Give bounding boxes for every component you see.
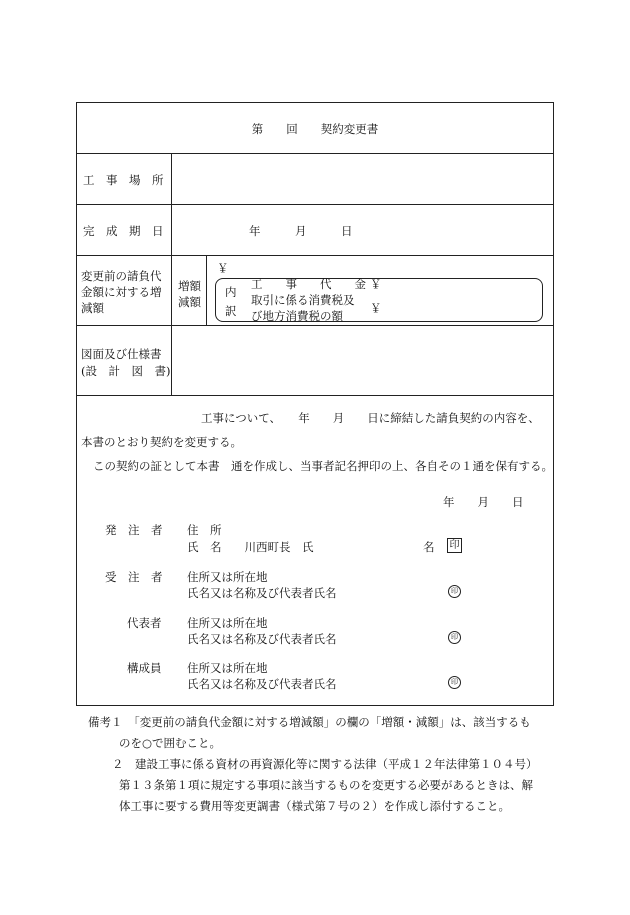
note2-line3: 体工事に要する費用等変更調書（様式第７号の２）を作成し添付すること。 <box>119 799 510 813</box>
member-seal: 印 <box>448 676 461 689</box>
orderer-label: 発 注 者 <box>105 523 163 537</box>
tax-label-line1: 取引に係る消費税及 <box>251 293 355 307</box>
site-row <box>77 154 553 205</box>
body-line3: この契約の証として本書 通を作成し、当事者記名押印の上、各自その１通を保有する。 <box>93 459 553 473</box>
tax-yen: ￥ <box>370 301 382 315</box>
drawings-label-line2: (設 計 図 書) <box>81 364 171 378</box>
contractor-name-label: 氏名又は名称及び代表者氏名 <box>187 586 337 600</box>
contractor-address-label: 住所又は所在地 <box>187 570 268 584</box>
contract-change-form <box>76 102 554 706</box>
remarks <box>88 712 558 817</box>
contractor-label: 受 注 者 <box>105 570 163 584</box>
site-label: 工 事 場 所 <box>83 173 164 187</box>
deadline-row <box>77 205 553 256</box>
increase-label[interactable]: 増額 <box>178 279 201 293</box>
body-line1: 工事について、 年 月 日に締結した請負契約の内容を、 <box>201 411 540 425</box>
representative-label: 代表者 <box>127 616 162 630</box>
amount-change-row <box>77 256 553 326</box>
construction-cost-label: 工 事 代 金 <box>251 277 366 291</box>
tax-label-line2: び地方消費税の額 <box>251 309 343 323</box>
yen-total: ￥ <box>217 261 229 275</box>
note2-line2: 第１３条第１項に規定する事項に該当するものを変更する必要があるときは、解 <box>119 778 533 792</box>
drawings-row <box>77 326 553 396</box>
decrease-label[interactable]: 減額 <box>178 295 201 309</box>
orderer-address-label: 住 所 <box>187 523 222 537</box>
deadline-value: 年 月 日 <box>249 224 353 238</box>
construction-cost-yen: ￥ <box>370 277 382 291</box>
deadline-label: 完 成 期 日 <box>83 224 164 238</box>
inc-dec-divider <box>206 256 207 326</box>
representative-seal: 印 <box>448 631 461 644</box>
change-label-line3: 減額 <box>81 301 104 315</box>
representative-name-label: 氏名又は名称及び代表者氏名 <box>187 632 337 646</box>
representative-address-label: 住所又は所在地 <box>187 616 268 630</box>
orderer-name: 氏 名 川西町長 氏 <box>187 540 314 554</box>
member-name-label: 氏名又は名称及び代表者氏名 <box>187 677 337 691</box>
signing-date: 年 月 日 <box>443 495 524 509</box>
note1-line1: 備考１ 「変更前の請負代金額に対する増減額」の欄の「増額・減額」は、該当するも <box>88 715 531 729</box>
member-label: 構成員 <box>127 661 162 675</box>
change-label-line2: 金額に対する増 <box>81 285 162 299</box>
breakdown-char-1: 内 <box>225 285 237 299</box>
breakdown-char-2: 訳 <box>225 304 237 318</box>
change-label-line1: 変更前の請負代 <box>81 269 162 283</box>
body-line2: 本書のとおり契約を変更する。 <box>81 435 242 449</box>
contractor-seal: 印 <box>448 585 461 598</box>
label-divider <box>171 154 172 396</box>
orderer-seal-box: 印 <box>447 538 462 553</box>
drawings-label-line1: 図面及び仕様書 <box>81 347 162 361</box>
title-row <box>77 103 553 154</box>
member-address-label: 住所又は所在地 <box>187 661 268 675</box>
orderer-name-suffix: 名 <box>423 540 435 554</box>
form-title: 第 回 契約変更書 <box>251 122 379 136</box>
note2-line1: ２ 建設工事に係る資材の再資源化等に関する法律（平成１２年法律第１０４号） <box>112 757 538 771</box>
note1-line2: のを○で囲むこと。 <box>119 736 222 750</box>
